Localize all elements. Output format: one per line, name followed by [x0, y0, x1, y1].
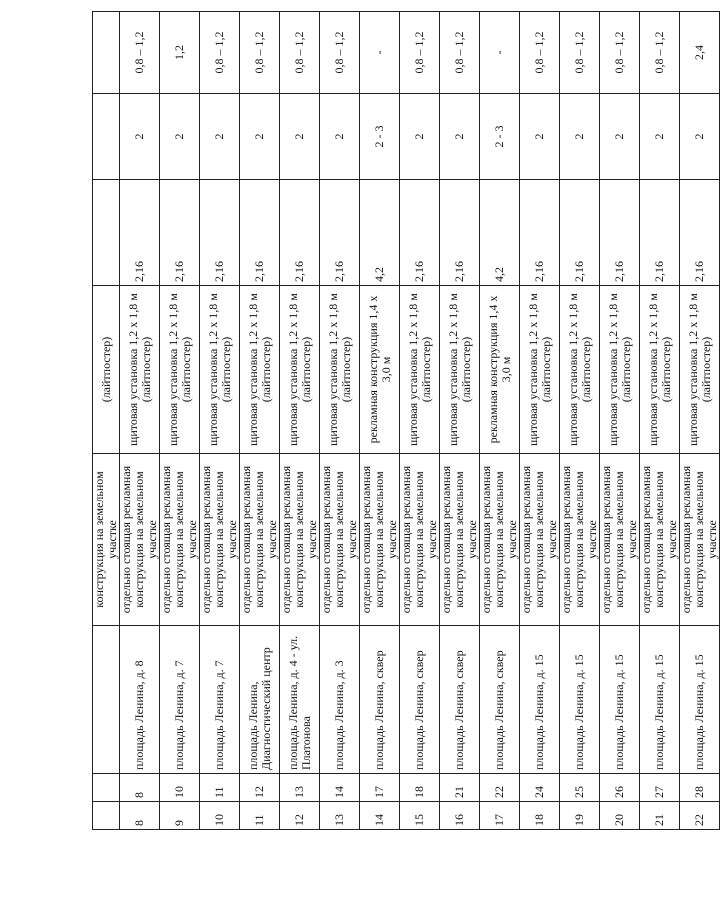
- area-cell: 4,2: [480, 180, 520, 286]
- structure-id-cell: 8: [120, 774, 160, 802]
- table-row: [440, 12, 480, 830]
- structure-type-cell: отдельно стоящая рекламная конструкция на земельном участке: [480, 454, 520, 626]
- structure-kind-cell: (лайтпостер): [93, 286, 120, 454]
- distance-cell: 0,8 – 1,2: [280, 12, 320, 94]
- address-cell: площадь Ленина, Диагностический центр: [240, 626, 280, 774]
- structure-id-cell: 10: [160, 774, 200, 802]
- structure-type-cell: отдельно стоящая рекламная конструкция на земельном участке: [680, 454, 720, 626]
- address-cell: площадь Ленина, д. 15: [640, 626, 680, 774]
- table-row: [560, 12, 600, 830]
- structure-kind-cell: рекламная конструкция 1,4 х 3,0 м: [360, 286, 400, 454]
- table-row: [280, 12, 320, 830]
- area-cell: 2,16: [280, 180, 320, 286]
- distance-cell: 0,8 – 1,2: [240, 12, 280, 94]
- sides-cell: 2: [440, 94, 480, 180]
- address-cell: площадь Ленина, сквер: [480, 626, 520, 774]
- area-cell: 2,16: [640, 180, 680, 286]
- sides-cell: 2: [600, 94, 640, 180]
- sides-cell: 2: [640, 94, 680, 180]
- structure-type-cell: отдельно стоящая рекламная конструкция на земельном участке: [440, 454, 480, 626]
- area-cell: 2,16: [440, 180, 480, 286]
- row-number-cell: 14: [360, 802, 400, 830]
- table-row: [400, 12, 440, 830]
- rotated-table-container: [92, 12, 719, 830]
- structure-id-cell: 25: [560, 774, 600, 802]
- address-cell: [93, 626, 120, 774]
- sides-cell: 2: [320, 94, 360, 180]
- structure-id-cell: 22: [480, 774, 520, 802]
- area-cell: 2,16: [600, 180, 640, 286]
- structure-kind-cell: щитовая установка 1,2 х 1,8 м (лайтпостер): [640, 286, 680, 454]
- distance-cell: 0,8 – 1,2: [320, 12, 360, 94]
- area-cell: 2,16: [320, 180, 360, 286]
- address-cell: площадь Ленина, д. 15: [560, 626, 600, 774]
- structure-kind-cell: щитовая установка 1,2 х 1,8 м (лайтпостер): [120, 286, 160, 454]
- structure-type-cell: отдельно стоящая рекламная конструкция на земельном участке: [520, 454, 560, 626]
- distance-cell: 0,8 – 1,2: [400, 12, 440, 94]
- row-number-cell: 17: [480, 802, 520, 830]
- structure-type-cell: отдельно стоящая рекламная конструкция на земельном участке: [120, 454, 160, 626]
- structure-kind-cell: щитовая установка 1,2 х 1,8 м (лайтпостер): [600, 286, 640, 454]
- row-number-cell: 21: [640, 802, 680, 830]
- table-body: [93, 12, 720, 830]
- row-number-cell: 11: [240, 802, 280, 830]
- table-row: [360, 12, 400, 830]
- address-cell: площадь Ленина, д. 15: [600, 626, 640, 774]
- structure-kind-cell: рекламная конструкция 1,4 х 3,0 м: [480, 286, 520, 454]
- distance-cell: -: [360, 12, 400, 94]
- structure-kind-cell: щитовая установка 1,2 х 1,8 м (лайтпостер): [320, 286, 360, 454]
- row-number-cell: 8: [120, 802, 160, 830]
- structure-id-cell: 17: [360, 774, 400, 802]
- structure-id-cell: 28: [680, 774, 720, 802]
- structure-kind-cell: щитовая установка 1,2 х 1,8 м (лайтпостер): [520, 286, 560, 454]
- structure-type-cell: отдельно стоящая рекламная конструкция на земельном участке: [240, 454, 280, 626]
- structure-type-cell: отдельно стоящая рекламная конструкция на земельном участке: [160, 454, 200, 626]
- address-cell: площадь Ленина, сквер: [440, 626, 480, 774]
- structure-id-cell: 13: [280, 774, 320, 802]
- table-row: [160, 12, 200, 830]
- row-number-cell: 19: [560, 802, 600, 830]
- row-number-cell: 10: [200, 802, 240, 830]
- sides-cell: [93, 94, 120, 180]
- structure-id-cell: 21: [440, 774, 480, 802]
- sides-cell: 2 - 3: [360, 94, 400, 180]
- area-cell: [93, 180, 120, 286]
- distance-cell: 0,8 – 1,2: [560, 12, 600, 94]
- structure-type-cell: отдельно стоящая рекламная конструкция на земельном участке: [200, 454, 240, 626]
- address-cell: площадь Ленина, сквер: [360, 626, 400, 774]
- distance-cell: 0,8 – 1,2: [120, 12, 160, 94]
- structure-kind-cell: щитовая установка 1,2 х 1,8 м (лайтпостер): [400, 286, 440, 454]
- address-cell: площадь Ленина, д. 15: [680, 626, 720, 774]
- table-row: [640, 12, 680, 830]
- structure-kind-cell: щитовая установка 1,2 х 1,8 м (лайтпостер): [200, 286, 240, 454]
- sides-cell: 2 - 3: [480, 94, 520, 180]
- sides-cell: 2: [240, 94, 280, 180]
- table-row: [480, 12, 520, 830]
- row-number-cell: 13: [320, 802, 360, 830]
- table-row: [240, 12, 280, 830]
- row-number-cell: 12: [280, 802, 320, 830]
- distance-cell: 0,8 – 1,2: [440, 12, 480, 94]
- structure-id-cell: 26: [600, 774, 640, 802]
- sides-cell: 2: [160, 94, 200, 180]
- table-row: [680, 12, 720, 830]
- area-cell: 2,16: [120, 180, 160, 286]
- distance-cell: 0,8 – 1,2: [600, 12, 640, 94]
- structure-type-cell: отдельно стоящая рекламная конструкция на земельном участке: [280, 454, 320, 626]
- table-row: [200, 12, 240, 830]
- structure-id-cell: 14: [320, 774, 360, 802]
- address-cell: площадь Ленина, д. 7: [160, 626, 200, 774]
- address-cell: площадь Ленина, д. 4 - ул. Платонова: [280, 626, 320, 774]
- sides-cell: 2: [520, 94, 560, 180]
- structure-id-cell: 27: [640, 774, 680, 802]
- sides-cell: 2: [200, 94, 240, 180]
- area-cell: 2,16: [200, 180, 240, 286]
- structure-kind-cell: щитовая установка 1,2 х 1,8 м (лайтпостер): [240, 286, 280, 454]
- address-cell: площадь Ленина, сквер: [400, 626, 440, 774]
- structure-id-cell: 12: [240, 774, 280, 802]
- area-cell: 2,16: [400, 180, 440, 286]
- area-cell: 2,16: [160, 180, 200, 286]
- row-number-cell: 22: [680, 802, 720, 830]
- distance-cell: 0,8 – 1,2: [640, 12, 680, 94]
- address-cell: площадь Ленина, д. 3: [320, 626, 360, 774]
- structure-kind-cell: щитовая установка 1,2 х 1,8 м (лайтпостер): [680, 286, 720, 454]
- row-number-cell: [93, 802, 120, 830]
- sides-cell: 2: [120, 94, 160, 180]
- distance-cell: [93, 12, 120, 94]
- area-cell: 4,2: [360, 180, 400, 286]
- sides-cell: 2: [560, 94, 600, 180]
- table-row: [600, 12, 640, 830]
- distance-cell: 0,8 – 1,2: [520, 12, 560, 94]
- structure-type-cell: отдельно стоящая рекламная конструкция на земельном участке: [360, 454, 400, 626]
- structure-kind-cell: щитовая установка 1,2 х 1,8 м (лайтпостер): [440, 286, 480, 454]
- distance-cell: 2,4: [680, 12, 720, 94]
- structure-kind-cell: щитовая установка 1,2 х 1,8 м (лайтпостер): [280, 286, 320, 454]
- structure-type-cell: отдельно стоящая рекламная конструкция на земельном участке: [320, 454, 360, 626]
- area-cell: 2,16: [680, 180, 720, 286]
- table-row: [120, 12, 160, 830]
- distance-cell: 1,2: [160, 12, 200, 94]
- structure-id-cell: 24: [520, 774, 560, 802]
- structure-type-cell: конструкция на земельном участке: [93, 454, 120, 626]
- structure-type-cell: отдельно стоящая рекламная конструкция на земельном участке: [600, 454, 640, 626]
- row-number-cell: 9: [160, 802, 200, 830]
- structure-kind-cell: щитовая установка 1,2 х 1,8 м (лайтпостер): [560, 286, 600, 454]
- structure-type-cell: отдельно стоящая рекламная конструкция на земельном участке: [640, 454, 680, 626]
- structure-id-cell: [93, 774, 120, 802]
- area-cell: 2,16: [560, 180, 600, 286]
- table-row: [93, 12, 120, 830]
- structure-id-cell: 11: [200, 774, 240, 802]
- structure-type-cell: отдельно стоящая рекламная конструкция на земельном участке: [560, 454, 600, 626]
- table-row: [320, 12, 360, 830]
- sides-cell: 2: [280, 94, 320, 180]
- area-cell: 2,16: [520, 180, 560, 286]
- row-number-cell: 20: [600, 802, 640, 830]
- address-cell: площадь Ленина, д. 7: [200, 626, 240, 774]
- row-number-cell: 15: [400, 802, 440, 830]
- structure-type-cell: отдельно стоящая рекламная конструкция на земельном участке: [400, 454, 440, 626]
- sides-cell: 2: [400, 94, 440, 180]
- distance-cell: 0,8 – 1,2: [200, 12, 240, 94]
- row-number-cell: 18: [520, 802, 560, 830]
- address-cell: площадь Ленина, д. 15: [520, 626, 560, 774]
- structure-id-cell: 18: [400, 774, 440, 802]
- sides-cell: 2: [680, 94, 720, 180]
- row-number-cell: 16: [440, 802, 480, 830]
- table-row: [520, 12, 560, 830]
- advertising-structures-table: [92, 11, 720, 830]
- address-cell: площадь Ленина, д. 8: [120, 626, 160, 774]
- area-cell: 2,16: [240, 180, 280, 286]
- distance-cell: -: [480, 12, 520, 94]
- structure-kind-cell: щитовая установка 1,2 х 1,8 м (лайтпостер): [160, 286, 200, 454]
